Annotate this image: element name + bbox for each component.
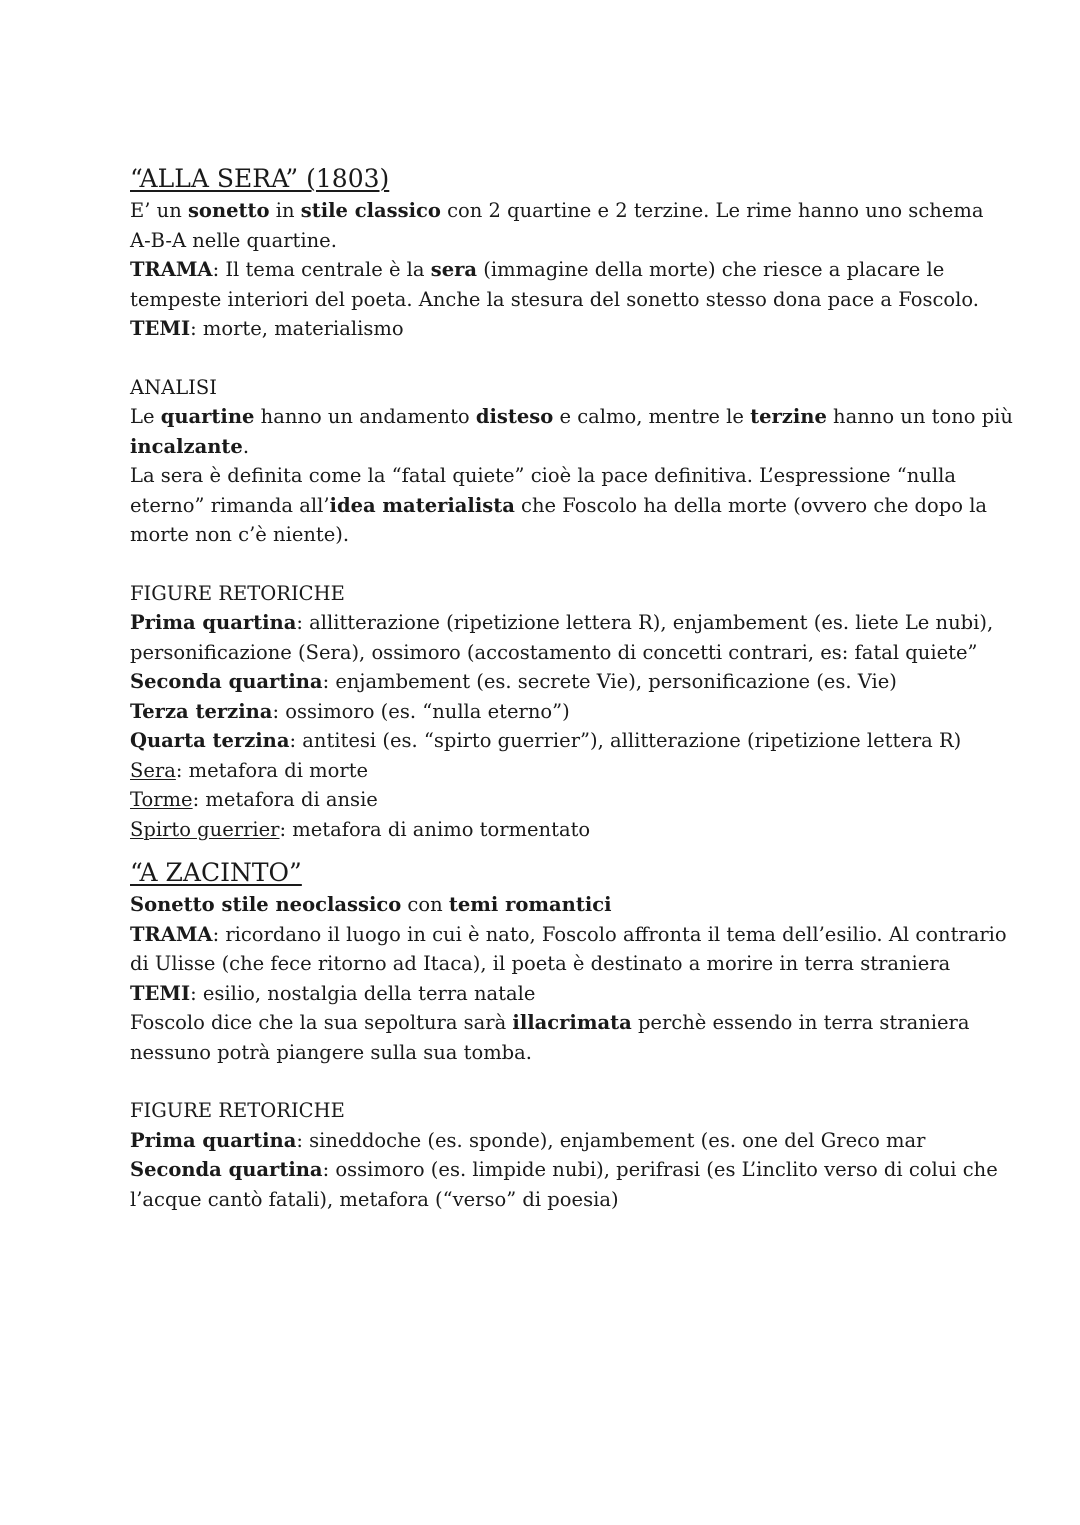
figure-retoriche-heading-2: FIGURE RETORICHE [130, 1099, 345, 1122]
text-line: Le quartine hanno un andamento disteso e calmo, mentre le terzine hanno un tono più [130, 405, 1013, 428]
text-line: TRAMA: ricordano il luogo in cui è nato, Foscolo affronta il tema dell’esilio. Al contrario [130, 922, 1007, 946]
text-line: TRAMA: Il tema centrale è la sera (immagine della morte) che riesce a placare le [130, 258, 945, 281]
text-line: tempeste interiori del poeta. Anche la stesura del sonetto stesso dona pace a Foscolo. [130, 287, 979, 311]
analisi-heading: ANALISI [130, 375, 217, 399]
text-line: Prima quartina: allitterazione (ripetizione lettera R), enjambement (es. liete Le nubi), [130, 611, 994, 634]
text-line: Torme: metafora di ansie [130, 788, 378, 811]
text-line: nessuno potrà piangere sulla sua tomba. [130, 1040, 532, 1064]
text-line: Quarta terzina: antitesi (es. “spirto guerrier”), allitterazione (ripetizione lettera R) [130, 729, 962, 752]
text-line: E’ un sonetto in stile classico con 2 quartine e 2 terzine. Le rime hanno uno schema [130, 199, 984, 222]
text-line: l’acque cantò fatali), metafora (“verso” di poesia) [130, 1187, 619, 1211]
text-line: eterno” rimanda all’idea materialista che Foscolo ha della morte (ovvero che dopo la [130, 493, 988, 517]
text-line: Prima quartina: sineddoche (es. sponde), enjambement (es. one del Greco mar [130, 1128, 926, 1152]
text-line: Foscolo dice che la sua sepoltura sarà illacrimata perchè essendo in terra straniera [130, 1011, 970, 1034]
figure-retoriche-heading-1: FIGURE RETORICHE [130, 581, 345, 605]
text-line: Terza terzina: ossimoro (es. “nulla eterno”) [130, 699, 570, 723]
section-title-a-zacinto: “A ZACINTO” [130, 858, 302, 887]
text-line: A-B-A nelle quartine. [130, 228, 337, 252]
section-title-alla-sera: “ALLA SERA” (1803) [130, 164, 390, 193]
text-line: TEMI: morte, materialismo [130, 317, 404, 340]
figure-retoriche-list-1 [130, 608, 994, 844]
text-line: Seconda quartina: enjambement (es. secrete Vie), personificazione (es. Vie) [130, 670, 897, 693]
text-line: Sonetto stile neoclassico con temi romantici [130, 893, 612, 916]
text-line: Sera: metafora di morte [130, 758, 369, 782]
text-line: La sera è definita come la “fatal quiete” cioè la pace definitiva. L’espressione “nulla [130, 464, 956, 487]
text-line: incalzante. [130, 434, 250, 458]
text-line: Spirto guerrier: metafora di animo tormentato [130, 817, 591, 841]
text-line: Seconda quartina: ossimoro (es. limpide nubi), perifrasi (es L’inclito verso di colui che [130, 1158, 998, 1181]
figure-retoriche-list-2 [130, 1126, 998, 1215]
alla-sera-intro [130, 196, 984, 344]
text-line: morte non c’è niente). [130, 523, 350, 546]
text-line: personificazione (Sera), ossimoro (accostamento di concetti contrari, es: fatal quiete” [130, 640, 978, 664]
text-line: di Ulisse (che fece ritorno ad Itaca), il poeta è destinato a morire in terra straniera [130, 952, 951, 975]
text-line: TEMI: esilio, nostalgia della terra natale [130, 981, 536, 1005]
a-zacinto-intro [130, 890, 1007, 1067]
document-page [130, 162, 1013, 1214]
analisi-body [130, 402, 1013, 550]
